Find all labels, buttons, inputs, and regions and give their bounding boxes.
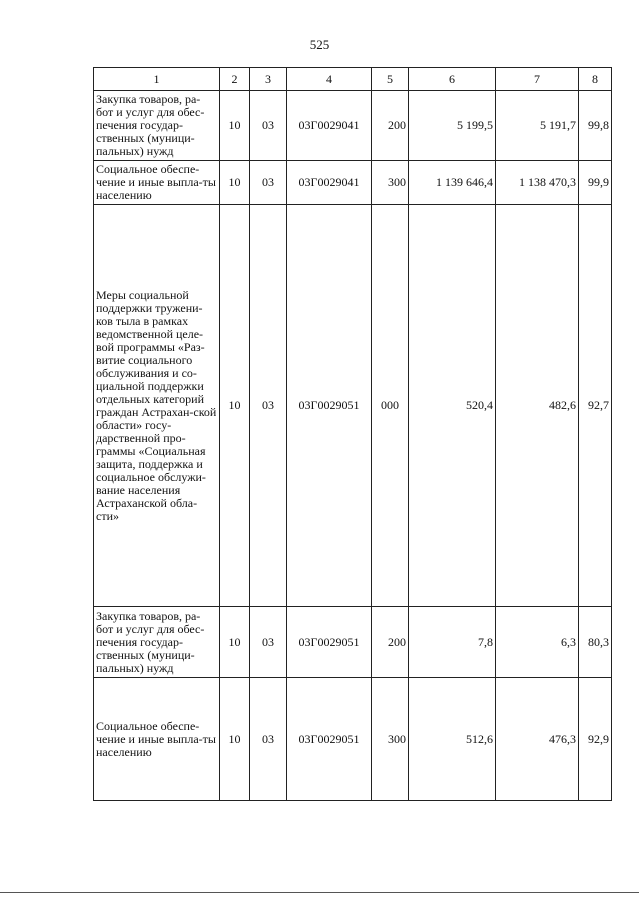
row-executed: 476,3: [496, 678, 579, 801]
row-planned: 5 199,5: [409, 91, 496, 161]
row-percent: 80,3: [579, 607, 612, 678]
row-executed: 5 191,7: [496, 91, 579, 161]
row-expense-type: 000: [372, 205, 409, 607]
header-col-4: 4: [287, 68, 372, 91]
row-planned: 520,4: [409, 205, 496, 607]
row-target-article: 03Г0029041: [287, 91, 372, 161]
row-executed: 482,6: [496, 205, 579, 607]
row-planned: 7,8: [409, 607, 496, 678]
row-executed: 6,3: [496, 607, 579, 678]
row-section: 10: [220, 678, 250, 801]
row-subsection: 03: [250, 205, 287, 607]
row-percent: 99,9: [579, 161, 612, 205]
table-row: [94, 678, 612, 801]
table-row: [94, 205, 612, 607]
row-target-article: 03Г0029041: [287, 161, 372, 205]
row-executed: 1 138 470,3: [496, 161, 579, 205]
row-section: 10: [220, 607, 250, 678]
row-subsection: 03: [250, 607, 287, 678]
header-col-7: 7: [496, 68, 579, 91]
header-col-1: 1: [94, 68, 220, 91]
row-expense-type: 200: [372, 607, 409, 678]
row-subsection: 03: [250, 161, 287, 205]
row-section: 10: [220, 205, 250, 607]
row-section: 10: [220, 161, 250, 205]
header-row: [94, 68, 612, 91]
page-number: 525: [309, 37, 330, 52]
row-expense-type: 200: [372, 91, 409, 161]
table-row: [94, 91, 612, 161]
row-description: Закупка товаров, ра-бот и услуг для обес-печения государ-ственных (муници-пальных) нужд: [94, 607, 220, 678]
table-row: [94, 161, 612, 205]
row-planned: 1 139 646,4: [409, 161, 496, 205]
row-target-article: 03Г0029051: [287, 678, 372, 801]
header-col-6: 6: [409, 68, 496, 91]
row-description: Закупка товаров, ра-бот и услуг для обес-печения государ-ственных (муници-пальных) нужд: [94, 91, 220, 161]
header-col-5: 5: [372, 68, 409, 91]
header-col-2: 2: [220, 68, 250, 91]
row-description: Меры социальной поддержки тружени-ков тыла в рамках ведомственной целе-вой программы «Раз-витие социального обслуживания и со-циальной поддержки отдельных категорий граждан Астрахан-ской области» госу-дарственной про-граммы «Социальная защита, поддержка и социальное обслужи-вание населения Астраханской обла-сти»: [94, 205, 220, 607]
row-percent: 92,7: [579, 205, 612, 607]
row-planned: 512,6: [409, 678, 496, 801]
table-row: [94, 607, 612, 678]
row-expense-type: 300: [372, 678, 409, 801]
row-subsection: 03: [250, 91, 287, 161]
budget-execution-table: [93, 67, 612, 801]
row-target-article: 03Г0029051: [287, 205, 372, 607]
header-col-8: 8: [579, 68, 612, 91]
row-description: Социальное обеспе-чение и иные выпла-ты населению: [94, 678, 220, 801]
row-percent: 99,8: [579, 91, 612, 161]
row-target-article: 03Г0029051: [287, 607, 372, 678]
row-description: Социальное обеспе-чение и иные выпла-ты населению: [94, 161, 220, 205]
row-subsection: 03: [250, 678, 287, 801]
header-col-3: 3: [250, 68, 287, 91]
row-section: 10: [220, 91, 250, 161]
row-percent: 92,9: [579, 678, 612, 801]
page-bottom-rule: [0, 892, 639, 893]
row-expense-type: 300: [372, 161, 409, 205]
